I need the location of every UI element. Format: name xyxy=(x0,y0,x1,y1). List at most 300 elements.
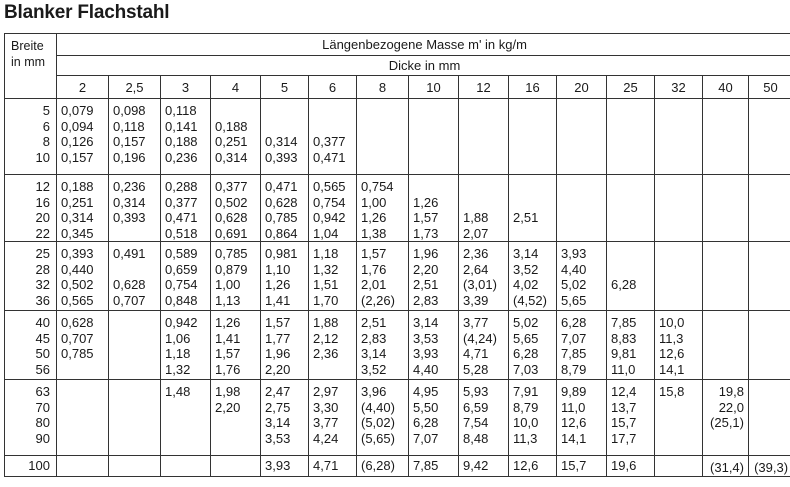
table-row xyxy=(5,242,790,311)
mass-value: 2,51 xyxy=(361,315,387,330)
mass-value xyxy=(749,331,788,347)
mass-value xyxy=(749,226,788,242)
mass-value xyxy=(215,431,260,447)
width-value: 8 xyxy=(42,134,50,149)
mass-value xyxy=(113,384,160,400)
mass-value: 0,942 xyxy=(165,315,198,330)
mass-cell xyxy=(557,380,607,456)
mass-value xyxy=(313,119,356,135)
mass-cell xyxy=(211,456,261,477)
mass-value: 3,39 xyxy=(463,292,489,308)
mass-cell xyxy=(357,99,409,175)
mass-cell xyxy=(509,242,557,311)
width-value: 40 xyxy=(35,315,50,330)
mass-value: 1,18 xyxy=(165,346,191,361)
mass-cell xyxy=(261,311,309,380)
mass-value: 3,93 xyxy=(265,458,291,473)
mass-cell xyxy=(109,311,161,380)
mass-cell xyxy=(749,456,790,477)
mass-value: 0,754 xyxy=(313,194,346,210)
mass-value xyxy=(659,103,702,119)
mass-value: 1,32 xyxy=(165,361,191,377)
mass-value xyxy=(703,179,744,195)
mass-value: 10,0 xyxy=(513,415,539,430)
mass-cell xyxy=(459,242,509,311)
mass-cell xyxy=(749,242,790,311)
mass-value xyxy=(749,384,788,400)
mass-cell xyxy=(211,99,261,175)
mass-value: 1,26 xyxy=(215,315,241,330)
mass-value: 11,0 xyxy=(561,399,586,415)
mass-value xyxy=(513,179,556,195)
thickness-col-header: 2,5 xyxy=(109,76,161,99)
mass-value: 0,314 xyxy=(215,149,248,165)
mass-value: 8,48 xyxy=(463,430,489,446)
thickness-col-header: 2 xyxy=(57,76,109,99)
mass-value xyxy=(703,431,744,447)
mass-value: 0,518 xyxy=(165,225,198,241)
mass-value xyxy=(703,226,744,242)
mass-cell xyxy=(409,242,459,311)
mass-cell xyxy=(261,99,309,175)
mass-cell xyxy=(557,99,607,175)
mass-value xyxy=(313,362,356,378)
mass-value xyxy=(463,179,508,195)
mass-value xyxy=(61,431,108,447)
mass-value xyxy=(361,119,408,135)
mass-value xyxy=(659,246,702,262)
mass-cell xyxy=(161,380,211,456)
mass-value: 3,14 xyxy=(513,246,539,261)
mass-value xyxy=(749,246,788,262)
mass-value xyxy=(463,103,508,119)
mass-value xyxy=(113,431,160,447)
mass-cell xyxy=(309,456,357,477)
mass-value: 0,118 xyxy=(113,118,145,134)
mass-value: 0,094 xyxy=(61,118,94,134)
mass-value: (4,52) xyxy=(513,292,547,308)
mass-value: 2,75 xyxy=(265,399,291,415)
mass-cell xyxy=(409,380,459,456)
mass-value: 0,864 xyxy=(265,225,298,241)
mass-value: 0,628 xyxy=(265,194,298,210)
mass-value xyxy=(703,331,744,347)
mass-value: 1,57 xyxy=(361,246,387,261)
mass-value: 2,51 xyxy=(413,277,439,292)
mass-value xyxy=(413,150,458,166)
mass-value: 0,471 xyxy=(165,210,198,225)
mass-value: 0,707 xyxy=(113,292,146,308)
mass-value xyxy=(561,179,606,195)
mass-value: 2,83 xyxy=(361,330,387,346)
mass-cell xyxy=(703,242,749,311)
mass-value xyxy=(703,150,744,166)
mass-value: 2,36 xyxy=(313,346,339,361)
mass-value: 7,85 xyxy=(413,458,439,473)
mass-value: 0,471 xyxy=(313,149,346,165)
mass-value: 0,236 xyxy=(113,179,146,194)
mass-value: 6,59 xyxy=(463,399,489,415)
mass-value xyxy=(749,277,788,293)
mass-cell xyxy=(261,242,309,311)
mass-value: 9,42 xyxy=(463,458,489,473)
mass-value: 0,377 xyxy=(215,179,248,194)
mass-value: 0,785 xyxy=(215,246,248,261)
mass-value: 7,85 xyxy=(611,315,637,330)
mass-value xyxy=(165,415,210,431)
mass-value: 2,83 xyxy=(413,292,439,308)
mass-cell xyxy=(161,242,211,311)
mass-cell xyxy=(509,380,557,456)
mass-value xyxy=(703,195,744,211)
mass-value: 8,83 xyxy=(611,330,637,346)
table-row xyxy=(5,311,790,380)
mass-value: 1,48 xyxy=(165,384,191,399)
mass-value: 0,440 xyxy=(61,261,94,277)
mass-value: 5,28 xyxy=(463,361,489,377)
width-value: 22 xyxy=(35,225,50,241)
width-value: 56 xyxy=(35,361,50,377)
mass-value: 6,28 xyxy=(611,277,637,292)
mass-value xyxy=(611,179,654,195)
mass-cell xyxy=(409,175,459,242)
mass-value xyxy=(561,150,606,166)
mass-cell xyxy=(557,456,607,477)
mass-value: 0,628 xyxy=(215,210,248,225)
width-value: 32 xyxy=(35,277,50,292)
mass-value: 15,7 xyxy=(611,415,637,430)
thickness-col-header: 50 xyxy=(749,76,790,99)
mass-value xyxy=(313,103,356,119)
mass-cell xyxy=(655,380,703,456)
mass-value: 7,03 xyxy=(513,361,539,377)
mass-value: 1,76 xyxy=(361,261,387,277)
mass-cell xyxy=(57,175,109,242)
mass-value: 3,52 xyxy=(513,261,539,277)
mass-value xyxy=(611,293,654,309)
mass-value: 0,628 xyxy=(113,277,146,292)
mass-value: 0,754 xyxy=(361,179,394,194)
mass-value: 6,28 xyxy=(413,415,439,430)
mass-cell xyxy=(509,311,557,380)
mass-value xyxy=(659,431,702,447)
width-value: 45 xyxy=(35,330,50,346)
mass-value: 3,52 xyxy=(361,361,387,377)
mass-cell xyxy=(261,380,309,456)
mass-value: 0,126 xyxy=(61,134,94,149)
mass-value: 15,8 xyxy=(659,384,685,399)
mass-value: 0,502 xyxy=(215,194,248,210)
mass-value: 11,3 xyxy=(659,330,684,346)
width-value: 5 xyxy=(42,103,50,118)
mass-value: 9,89 xyxy=(561,384,587,399)
mass-value: 1,77 xyxy=(265,330,291,346)
mass-cell xyxy=(459,175,509,242)
thickness-values-row xyxy=(5,76,790,99)
mass-value xyxy=(749,210,788,226)
mass-value: 1,32 xyxy=(313,261,339,277)
mass-value: 0,188 xyxy=(215,118,248,134)
mass-cell xyxy=(655,99,703,175)
mass-value xyxy=(749,150,788,166)
mass-value xyxy=(463,119,508,135)
mass-cell xyxy=(607,456,655,477)
mass-value: 7,07 xyxy=(413,430,439,446)
mass-cell xyxy=(703,456,749,477)
mass-value: 14,1 xyxy=(561,430,587,446)
mass-value xyxy=(113,400,160,416)
mass-value xyxy=(659,119,702,135)
mass-value xyxy=(215,103,260,119)
width-cell xyxy=(5,242,57,311)
mass-value: 12,6 xyxy=(659,346,685,361)
mass-value: 0,754 xyxy=(165,277,198,292)
mass-value xyxy=(61,458,108,474)
mass-cell xyxy=(509,175,557,242)
mass-value: 3,53 xyxy=(413,330,439,346)
mass-value xyxy=(703,246,744,262)
mass-value: 3,93 xyxy=(561,246,587,261)
mass-value: 0,314 xyxy=(113,194,146,210)
mass-value: 0,785 xyxy=(61,346,94,361)
mass-cell xyxy=(57,380,109,456)
mass-value xyxy=(611,134,654,150)
mass-cell xyxy=(309,242,357,311)
mass-value xyxy=(513,134,556,150)
mass-value xyxy=(561,210,606,226)
mass-value xyxy=(703,210,744,226)
mass-value xyxy=(749,179,788,195)
mass-value xyxy=(611,262,654,278)
mass-cell xyxy=(557,175,607,242)
mass-cell xyxy=(409,456,459,477)
mass-cell xyxy=(607,311,655,380)
mass-cell xyxy=(557,311,607,380)
mass-value xyxy=(215,415,260,431)
mass-value xyxy=(659,415,702,431)
mass-cell xyxy=(607,175,655,242)
width-value: 100 xyxy=(28,458,50,473)
mass-value xyxy=(611,210,654,226)
mass-value xyxy=(659,262,702,278)
thickness-col-header: 40 xyxy=(703,76,749,99)
mass-value xyxy=(165,400,210,416)
mass-value: 5,50 xyxy=(413,399,439,415)
mass-value: 1,00 xyxy=(215,277,241,292)
mass-value xyxy=(611,103,654,119)
mass-value: 0,288 xyxy=(165,179,198,194)
mass-value: 0,393 xyxy=(61,246,94,261)
mass-value: 6,28 xyxy=(561,315,587,330)
mass-cell xyxy=(459,99,509,175)
mass-value: 0,393 xyxy=(113,210,146,225)
table-body xyxy=(5,99,790,477)
thickness-col-header: 3 xyxy=(161,76,211,99)
mass-value xyxy=(749,315,788,331)
mass-value: 6,28 xyxy=(513,346,539,361)
mass-value: 0,393 xyxy=(265,149,298,165)
mass-value xyxy=(561,134,606,150)
mass-value: 0,707 xyxy=(61,330,94,346)
mass-cell xyxy=(509,456,557,477)
mass-value xyxy=(749,119,788,135)
mass-value: 1,57 xyxy=(215,346,241,361)
mass-cell xyxy=(459,311,509,380)
mass-value: 0,942 xyxy=(313,210,346,225)
mass-value xyxy=(659,210,702,226)
thickness-header: Dicke in mm xyxy=(57,56,790,76)
mass-cell xyxy=(459,456,509,477)
mass-value xyxy=(703,315,744,331)
width-value: 50 xyxy=(35,346,50,361)
mass-value: 0,196 xyxy=(113,149,146,165)
mass-value: (2,26) xyxy=(361,292,395,308)
table-row xyxy=(5,175,790,242)
mass-cell xyxy=(557,242,607,311)
width-value: 25 xyxy=(35,246,50,261)
mass-value xyxy=(703,362,744,378)
mass-value xyxy=(61,400,108,416)
mass-value: 13,7 xyxy=(611,399,637,415)
mass-value: 1,26 xyxy=(361,210,387,225)
mass-value: (5,65) xyxy=(361,430,395,446)
mass-value xyxy=(165,431,210,447)
mass-value: 0,079 xyxy=(61,103,94,118)
mass-value: 22,0 xyxy=(718,399,744,415)
table-row xyxy=(5,380,790,456)
mass-cell xyxy=(109,380,161,456)
width-value: 12 xyxy=(35,179,50,194)
mass-value: 1,18 xyxy=(313,246,339,261)
mass-value: 0,345 xyxy=(61,225,94,241)
thickness-col-header: 8 xyxy=(357,76,409,99)
mass-cell xyxy=(607,242,655,311)
mass-cell xyxy=(749,99,790,175)
mass-value: 1,51 xyxy=(313,277,339,292)
mass-value: 15,7 xyxy=(561,458,587,473)
mass-value: 0,848 xyxy=(165,292,198,308)
mass-value: 8,79 xyxy=(561,361,587,377)
mass-value: 5,65 xyxy=(513,330,539,346)
mass-value xyxy=(703,119,744,135)
mass-value: 0,589 xyxy=(165,246,198,261)
thickness-col-header: 16 xyxy=(509,76,557,99)
mass-value xyxy=(561,226,606,242)
mass-value: 7,54 xyxy=(463,415,489,430)
mass-value: 0,981 xyxy=(265,246,298,261)
mass-value xyxy=(113,262,160,278)
mass-value: 9,81 xyxy=(611,346,637,361)
mass-value xyxy=(659,195,702,211)
mass-value: 2,01 xyxy=(361,277,387,292)
mass-value: 0,377 xyxy=(313,134,346,149)
mass-value xyxy=(749,134,788,150)
mass-cell xyxy=(607,99,655,175)
mass-cell xyxy=(309,311,357,380)
mass-value xyxy=(463,150,508,166)
mass-value xyxy=(703,293,744,309)
mass-value: 1,88 xyxy=(313,315,339,330)
mass-value xyxy=(413,119,458,135)
mass-value: 0,157 xyxy=(113,134,146,149)
mass-value: 0,236 xyxy=(165,149,198,165)
mass-value xyxy=(513,195,556,211)
width-value: 6 xyxy=(42,118,50,134)
mass-value: 2,47 xyxy=(265,384,291,399)
mass-value: 0,157 xyxy=(61,149,94,165)
mass-value xyxy=(113,458,160,474)
mass-cell xyxy=(459,380,509,456)
width-value: 90 xyxy=(35,430,50,446)
mass-value: 3,96 xyxy=(361,384,387,399)
mass-value xyxy=(561,195,606,211)
mass-value xyxy=(561,103,606,119)
mass-cell xyxy=(261,456,309,477)
mass-value xyxy=(513,119,556,135)
mass-cell xyxy=(161,311,211,380)
mass-value xyxy=(513,150,556,166)
mass-value xyxy=(463,195,508,211)
mass-value xyxy=(749,362,788,378)
mass-value: 4,40 xyxy=(561,261,587,277)
mass-cell xyxy=(749,380,790,456)
mass-value: 1,06 xyxy=(165,330,191,346)
width-value: 20 xyxy=(35,210,50,225)
mass-value: 5,93 xyxy=(463,384,489,399)
mass-value: 3,14 xyxy=(265,415,291,430)
mass-cell xyxy=(509,99,557,175)
mass-value xyxy=(413,134,458,150)
mass-cell xyxy=(211,175,261,242)
width-value: 28 xyxy=(35,261,50,277)
mass-value xyxy=(361,134,408,150)
mass-value xyxy=(703,134,744,150)
mass-value: 0,188 xyxy=(165,134,198,149)
width-cell xyxy=(5,456,57,477)
mass-value: 1,13 xyxy=(215,292,241,308)
mass-cell xyxy=(109,175,161,242)
mass-value: 0,141 xyxy=(165,118,198,134)
mass-value: 2,64 xyxy=(463,261,489,277)
mass-cell xyxy=(655,456,703,477)
mass-value xyxy=(703,346,744,362)
mass-value: 1,41 xyxy=(215,330,241,346)
mass-cell xyxy=(357,380,409,456)
mass-value xyxy=(659,277,702,293)
mass-value xyxy=(659,458,702,474)
mass-value: 4,71 xyxy=(313,458,339,473)
mass-value xyxy=(749,262,788,278)
mass-value: 7,07 xyxy=(561,330,587,346)
breite-header-line1: Breite xyxy=(11,39,44,53)
mass-value: 4,24 xyxy=(313,430,339,446)
mass-value: 1,10 xyxy=(265,261,291,277)
breite-header xyxy=(5,34,57,99)
mass-value: 8,79 xyxy=(513,399,539,415)
mass-value: 1,96 xyxy=(413,246,439,261)
mass-cell xyxy=(655,242,703,311)
mass-value xyxy=(703,103,744,119)
mass-value xyxy=(749,195,788,211)
mass-value: 3,14 xyxy=(413,315,439,330)
mass-value xyxy=(749,415,788,431)
mass-value: 4,71 xyxy=(463,346,489,361)
breite-header-line2: in mm xyxy=(11,55,46,69)
mass-value xyxy=(659,226,702,242)
mass-value: 14,1 xyxy=(659,361,685,377)
table-row xyxy=(5,99,790,175)
width-value: 10 xyxy=(35,149,50,165)
